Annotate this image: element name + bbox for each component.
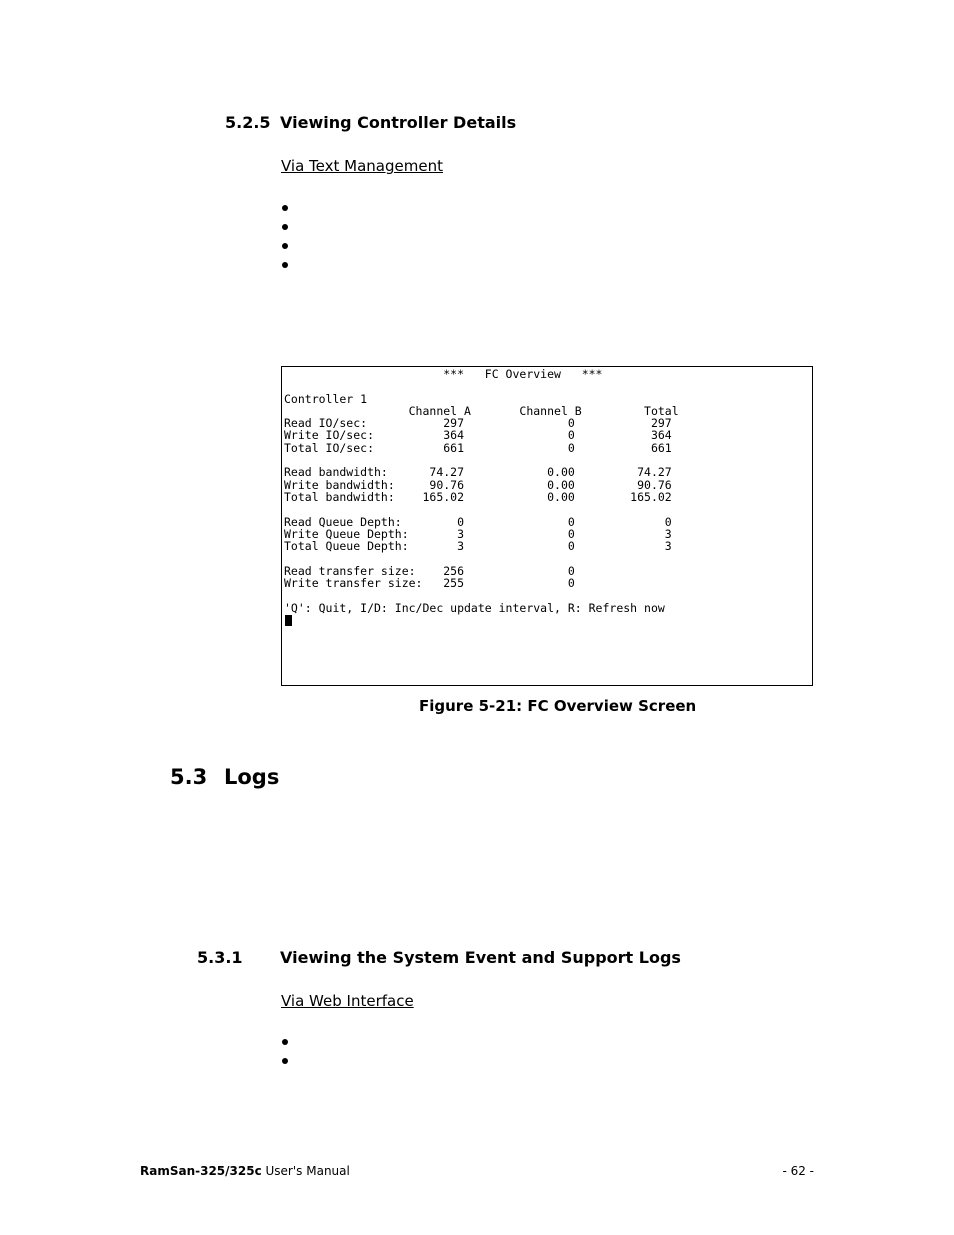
via-web-interface-label: Via Web Interface bbox=[281, 992, 414, 1010]
terminal-text: *** FC Overview *** Controller 1 Channel A Channel B Total Read IO/sec: 297 0 297 Write IO/sec: 364 0 364 Total IO/sec: 661 0 661 Read bandwidth: 74.27 0.00 74.27 Write bandwidth: 90.76 0.00 90.76 Total bandwidth: 165.02 0.00 165.02 Read Queue Depth: 0 0 0 Write Queue Depth: 3 0 3 Total Queue Depth: 3 0 3 Read transfer size: 256 0 Write transfer size: 255 0 'Q': Quit, I/D: Inc/Dec update interval, R: Refresh now bbox=[284, 367, 679, 615]
figure-caption: Figure 5-21: FC Overview Screen bbox=[419, 697, 697, 715]
footer-page-number: - 62 - bbox=[782, 1164, 814, 1178]
footer-manual-title bbox=[140, 1164, 350, 1178]
section-53-title: Logs bbox=[224, 765, 280, 789]
section-525-number: 5.2.5 bbox=[225, 113, 271, 132]
section-525-title: Viewing Controller Details bbox=[280, 113, 517, 132]
text-management-steps-list bbox=[279, 199, 319, 275]
fc-overview-terminal bbox=[281, 366, 813, 686]
list-item bbox=[279, 1033, 319, 1052]
footer-manual: User's Manual bbox=[261, 1164, 350, 1178]
list-item bbox=[279, 256, 319, 275]
list-item bbox=[279, 237, 319, 256]
section-53-number: 5.3 bbox=[170, 765, 208, 789]
via-text-management-label: Via Text Management bbox=[281, 157, 443, 175]
footer-product: RamSan-325/325c bbox=[140, 1164, 262, 1178]
web-interface-steps-list bbox=[279, 1033, 319, 1071]
terminal-cursor bbox=[285, 615, 292, 626]
list-item bbox=[279, 218, 319, 237]
list-item bbox=[279, 1052, 319, 1071]
section-531-number: 5.3.1 bbox=[197, 948, 243, 967]
section-531-title: Viewing the System Event and Support Logs bbox=[280, 948, 681, 967]
list-item bbox=[279, 199, 319, 218]
